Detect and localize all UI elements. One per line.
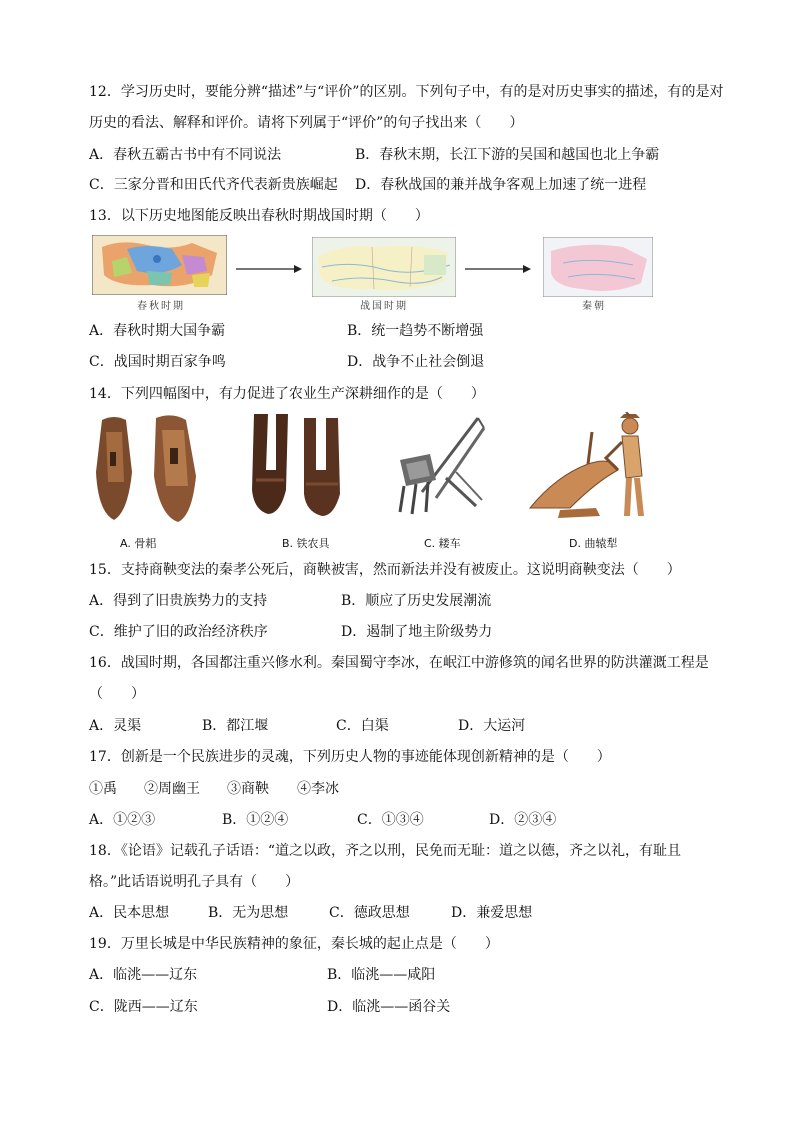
curved-plow-image	[526, 412, 654, 528]
q17-item-2: ②周幽王	[144, 781, 200, 797]
q16-stem-line2: （ ）	[89, 686, 145, 702]
q15-option-c: C．维护了旧的政治经济秩序	[89, 624, 268, 640]
q18-option-d: D．兼爱思想	[451, 905, 533, 921]
q17-item-1: ①禹	[89, 781, 117, 797]
q13-option-a: A．春秋时期大国争霸	[89, 323, 226, 339]
q12-option-d: D．春秋战国的兼并战争客观上加速了统一进程	[355, 177, 647, 193]
q13-stem: 13．以下历史地图能反映出春秋时期战国时期（ ）	[89, 208, 429, 224]
q14-caption-c: C. 耧车	[424, 537, 461, 550]
q16-stem-line1: 16．战国时期，各国都注重兴修水利。秦国蜀守李冰，在岷江中游修筑的闻名世界的防洪灌溉工程是	[89, 655, 709, 671]
q18-option-c: C．德政思想	[329, 905, 410, 921]
q12-option-b: B．春秋末期，长江下游的吴国和越国也北上争霸	[355, 147, 660, 163]
q14-caption-a: A. 骨耜	[120, 537, 157, 550]
q19-option-d: D．临洮——函谷关	[327, 999, 451, 1015]
q14-caption-b: B. 铁农具	[282, 537, 330, 550]
q18-option-b: B．无为思想	[208, 905, 289, 921]
q15-option-b: B．顺应了历史发展潮流	[341, 593, 492, 609]
q14-caption-d: D. 曲辕犁	[569, 537, 618, 550]
q17-option-b: B．①②④	[222, 812, 289, 828]
q12-option-a: A．春秋五霸古书中有不同说法	[89, 147, 282, 163]
q16-option-a: A．灵渠	[89, 718, 142, 734]
iron-tools-image	[246, 410, 350, 524]
q17-stem: 17．创新是一个民族进步的灵魂，下列历史人物的事迹能体现创新精神的是（ ）	[89, 749, 611, 765]
q19-stem: 19．万里长城是中华民族精神的象征，秦长城的起止点是（ ）	[89, 936, 499, 952]
map-caption-2: 战国时期	[360, 301, 408, 312]
q15-stem: 15．支持商鞅变法的秦孝公死后，商鞅被害，然而新法并没有被废止。这说明商鞅变法（ ）	[89, 562, 681, 578]
map-spring-autumn	[92, 235, 227, 299]
q12-stem-line2: 历史的看法、解释和评价。请将下列属于“评价”的句子找出来（ ）	[89, 115, 524, 131]
q12-stem-line1: 12．学习历史时，要能分辨“描述”与“评价”的区别。下列句子中，有的是对历史事实的描述，有的是对	[89, 84, 724, 100]
arrow-right-icon	[236, 262, 302, 278]
q15-option-d: D．遏制了地主阶级势力	[341, 624, 493, 640]
q13-option-d: D．战争不止社会倒退	[347, 354, 485, 370]
bone-spade-image	[92, 412, 212, 528]
q19-option-c: C．陇西——辽东	[89, 999, 198, 1015]
q16-option-c: C．白渠	[336, 718, 389, 734]
q18-option-a: A．民本思想	[89, 905, 170, 921]
q17-option-c: C．①③④	[357, 812, 424, 828]
q18-stem-line2: 格。”此话语说明孔子具有（ ）	[89, 874, 300, 890]
q18-stem-line1: 18．《论语》记载孔子话语：“道之以政，齐之以刑，民免而无耻：道之以德，齐之以礼，有耻且	[89, 843, 681, 859]
map-warring-states	[312, 237, 456, 301]
q16-option-b: B．都江堰	[202, 718, 269, 734]
map-qin-dynasty	[543, 237, 653, 301]
q17-item-3: ③商鞅	[227, 781, 269, 797]
q14-stem: 14．下列四幅图中，有力促进了农业生产深耕细作的是（ ）	[89, 386, 485, 402]
q17-option-a: A．①②③	[89, 812, 156, 828]
q12-option-c: C．三家分晋和田氏代齐代表新贵族崛起	[89, 177, 338, 193]
q19-option-a: A．临洮——辽东	[89, 967, 198, 983]
seed-drill-image	[386, 414, 488, 522]
q17-item-4: ④李冰	[297, 781, 339, 797]
arrow-right-icon	[465, 262, 531, 278]
q19-option-b: B．临洮——咸阳	[327, 967, 436, 983]
q13-option-c: C．战国时期百家争鸣	[89, 354, 226, 370]
q15-option-a: A．得到了旧贵族势力的支持	[89, 593, 268, 609]
q13-option-b: B．统一趋势不断增强	[347, 323, 484, 339]
map-caption-1: 春秋时期	[137, 301, 185, 312]
map-caption-3: 秦朝	[582, 301, 606, 312]
q16-option-d: D．大运河	[458, 718, 526, 734]
q17-option-d: D．②③④	[489, 812, 557, 828]
